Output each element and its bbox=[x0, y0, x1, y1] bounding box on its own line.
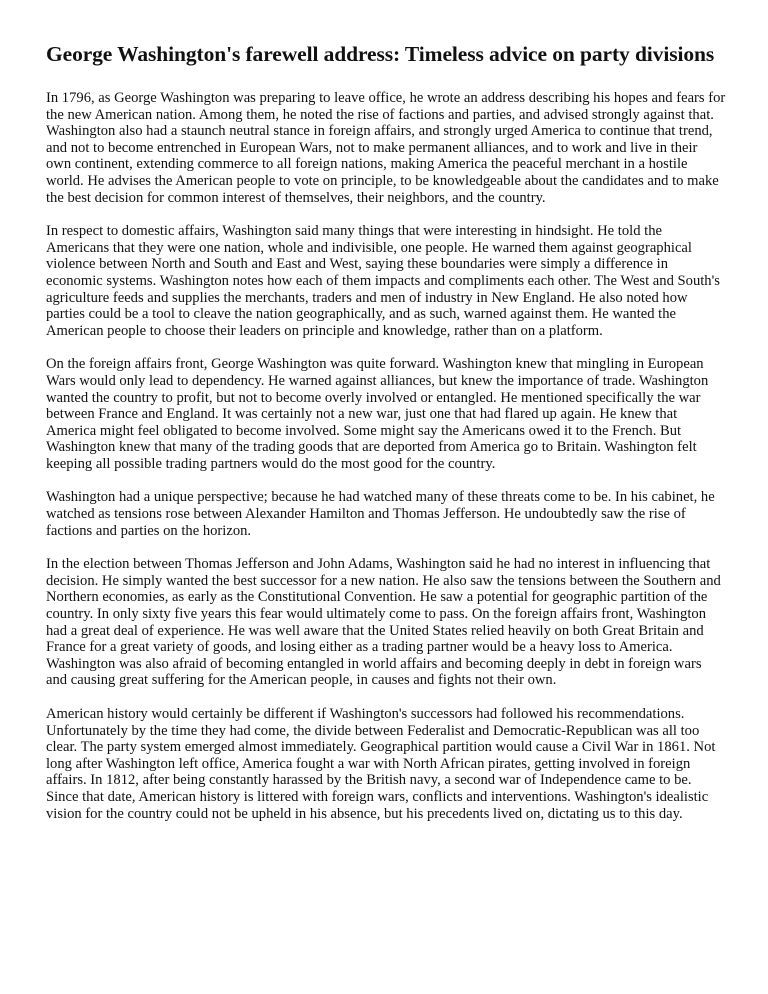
paragraph-4: Washington had a unique perspective; because he had watched many of these threats come to be. In his cabinet, he watched as tensions rose between Alexander Hamilton and Thomas Jefferson. He undoubtedly saw the rise of factions and parties on the horizon. bbox=[46, 489, 715, 539]
paragraph-1: In 1796, as George Washington was preparing to leave office, he wrote an address describing his hopes and fears for the new American nation. Among them, he noted the rise of factions and parties, and advised strongly against that. Washington also had a staunch neutral stance in foreign affairs, and strongly urged America to continue that trend, and not to become entrenched in European Wars, not to make permanent alliances, and to work and live in their own continent, extending commerce to all foreign nations, making America the peaceful merchant in a hostile world. He advises the American people to vote on principle, to be knowledgeable about the candidates and to make the best decision for common interest of themselves, their neighbors, and the country. bbox=[46, 90, 726, 206]
paragraph-5: In the election between Thomas Jefferson and John Adams, Washington said he had no interest in influencing that decision. He simply wanted the best successor for a new nation. He also saw the tensions between the Southern and Northern economies, as early as the Constitutional Convention. He saw a potential for geographic partition of the country. In only sixty five years this fear would ultimately come to pass. On the foreign affairs front, Washington had a great deal of experience. He was well aware that the United States relied heavily on both Great Britain and France for a great variety of goods, and losing either as a trading partner would be a heavy loss to America. Washington was also afraid of becoming entangled in world affairs and becoming deeply in debt in foreign wars and causing great suffering for the American people, in causes and fights not their own. bbox=[46, 556, 721, 689]
paragraph-6: American history would certainly be different if Washington's successors had followed his recommendations. Unfortunately by the time they had come, the divide between Federalist and Democratic-Republican was all too clear. The party system emerged almost immediately. Geographical partition would cause a Civil War in 1861. Not long after Washington left office, America fought a war with North African pirates, getting involved in foreign affairs. In 1812, after being constantly harassed by the British navy, a second war of Independence came to be. Since that date, American history is littered with foreign wars, conflicts and interventions. Washington's idealistic vision for the country could not be upheld in his absence, but his precedents lived on, dictating us to this day. bbox=[46, 706, 716, 822]
paragraph-3: On the foreign affairs front, George Washington was quite forward. Washington knew that mingling in European Wars would only lead to dependency. He warned against alliances, but knew the importance of trade. Washington wanted the country to profit, but not to become overly involved or entangled. He mentioned specifically the war between France and England. It was certainly not a new war, just one that had flared up again. He knew that America might feel obligated to become involved. Some might say the Americans owed it to the French. But Washington knew that many of the trading goods that are deported from America go to Britain. Washington felt keeping all possible trading partners would do the most good for the country. bbox=[46, 356, 709, 472]
document-title: George Washington's farewell address: Timeless advice on party divisions bbox=[46, 42, 715, 66]
paragraph-2: In respect to domestic affairs, Washington said many things that were interesting in hindsight. He told the Americans that they were one nation, whole and indivisible, one people. He warned them against geographical violence between North and South and East and West, saying these boundaries were simply a difference in economic systems. Washington notes how each of them impacts and compliments each other. The West and South's agriculture feeds and supplies the merchants, traders and men of industry in New England. He also noted how parties could be a tool to cleave the nation geographically, and as such, warned against them. He wanted the American people to choose their leaders on principle and knowledge, rather than on a platform. bbox=[46, 223, 720, 339]
document-page bbox=[46, 40, 726, 839]
